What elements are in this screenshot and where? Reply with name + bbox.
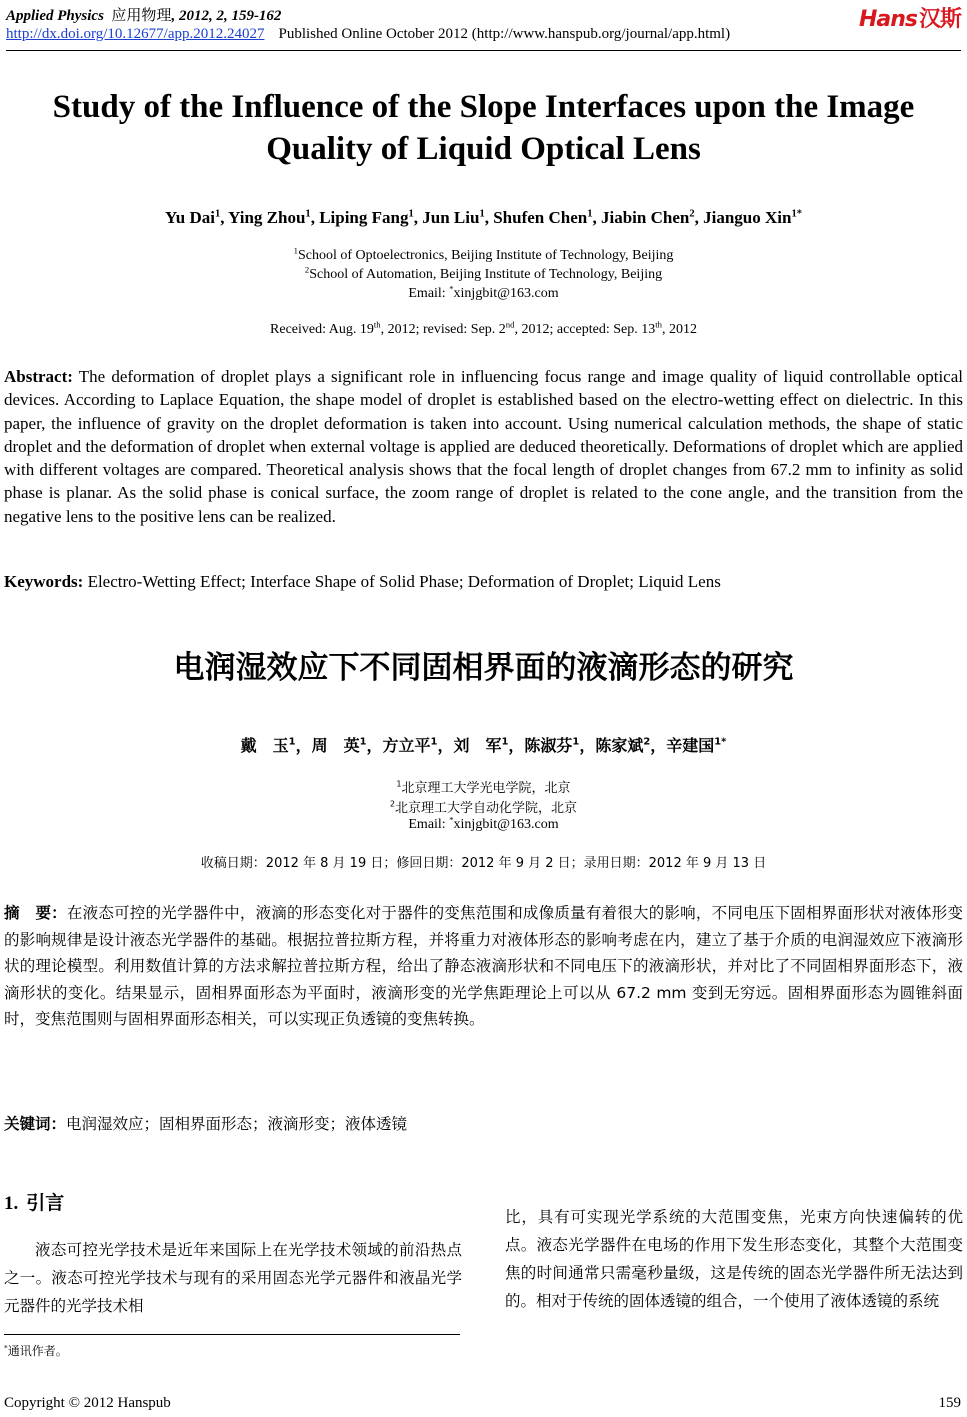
affiliation-1-cn	[0, 777, 967, 796]
author-affiliation-mark: 2	[643, 736, 651, 748]
section-title: 引言	[26, 1192, 65, 1214]
affiliation-2-text: School of Automation, Beijing Institute of Technology, Beijing	[309, 267, 663, 282]
page-number: 159	[938, 1395, 961, 1411]
author-name: 方立平	[382, 736, 431, 755]
author-affiliation-mark: 1*	[791, 208, 802, 220]
title-line-2: Quality of Liquid Optical Lens	[266, 131, 701, 167]
paper-title-cn: 电润湿效应下不同固相界面的液滴形态的研究	[173, 650, 794, 686]
affiliation-1-mark: 1	[293, 245, 298, 256]
abstract-text: The deformation of droplet plays a significant role in influencing focus range and image quality of liquid controllable optical devices. According to Laplace Equation, the shape model of droplet is established based on the electro-wetting effect on dielectric. In this paper, the influence of gravity on the droplet deformation is taken into account. Using numerical calculation methods, the shape of static droplet and the deformation of droplet when external voltage is applied are deduced theoretically. Deformations of droplet which are applied with different voltages are compared. Theoretical analysis shows that the focal length of droplet changes from 67.2 mm to infinity as solid phase is planar. As the solid phase is conical surface, the zoom range of droplet is related to the cone angle, and the transition from the negative lens to the positive lens can be realized.	[4, 367, 963, 526]
abstract-label: Abstract:	[4, 367, 73, 386]
email-address: xinjgbit@163.com	[453, 286, 559, 301]
author-affiliation-mark: 1	[305, 208, 311, 220]
hanspub-logo	[859, 2, 961, 33]
author-separator: ，	[650, 736, 667, 755]
author-name: Jianguo Xin	[703, 208, 792, 227]
affiliation-1-text: School of Optoelectronics, Beijing Institute of Technology, Beijing	[297, 248, 674, 263]
accepted-year: , 2012	[661, 322, 697, 337]
keywords-text: Electro-Wetting Effect; Interface Shape of Solid Phase; Deformation of Droplet; Liquid Lens	[87, 572, 721, 591]
footnote-mark: *	[4, 1343, 8, 1352]
keywords	[4, 572, 963, 592]
journal-name: Applied Physics	[6, 8, 104, 24]
author-affiliation-mark: 1*	[714, 736, 727, 748]
author-affiliation-mark: 1	[359, 736, 367, 748]
footnote-text: 通讯作者。	[7, 1344, 68, 1358]
doi-link[interactable]: http://dx.doi.org/10.12677/app.2012.24027	[6, 26, 265, 42]
received-date-sup: th	[373, 319, 381, 330]
header-divider	[6, 50, 961, 51]
section-number: 1.	[4, 1193, 19, 1214]
email-label: Email:	[408, 286, 450, 301]
author-list	[0, 208, 967, 228]
affiliation-2-cn	[0, 797, 967, 816]
author-separator: ,	[484, 208, 494, 227]
accepted-date: , 2012; accepted: Sep. 13	[514, 322, 656, 337]
author-affiliation-mark: 1	[214, 208, 221, 220]
title-line-1: Study of the Influence of the Slope Interfaces upon the Image	[52, 89, 915, 125]
journal-citation	[6, 4, 281, 25]
affiliation-2-cn-text: 北京理工大学自动化学院，北京	[395, 801, 578, 816]
page-header	[6, 4, 961, 48]
abstract-cn-text: 在液态可控的光学器件中，液滴的形态变化对于器件的变焦范围和成像质量有着很大的影响，不同电压下固相界面形状对液体形变的影响规律是设计液态光学器件的基础。根据拉普拉斯方程，并将重力对液体形态的影响考虑在内，建立了基于介质的电润湿效应下液滴形状的理论模型。利用数值计算的方法求解拉普拉斯方程，给出了静态液滴形状和不同电压下的液滴形状，并对比了不同固相界面形态下，液滴形状的变化。结果显示，固相界面形态为平面时，液滴形变的光学焦距理论上可以从 67.2 mm 变到无穷远。固相界面形态为圆锥斜面时，变焦范围则与固相界面形态相关，可以实现正负透镜的变焦转换。	[4, 904, 963, 1029]
accepted-date-sup: th	[655, 319, 662, 330]
author-affiliation-mark: 1	[587, 208, 593, 220]
journal-volume: , 2012, 2, 159-162	[171, 8, 282, 24]
author-name: 陈淑芬	[524, 736, 573, 755]
author-name: Jun Liu	[422, 208, 480, 227]
author-name: 刘 军	[453, 736, 502, 755]
received-dates	[0, 319, 967, 338]
author-name: Jiabin Chen	[600, 208, 690, 227]
footnote-divider	[4, 1334, 460, 1335]
received-date: Received: Aug. 19	[270, 322, 374, 337]
affiliation-1-cn-mark: 1	[396, 779, 402, 789]
author-name: 辛建国	[666, 736, 715, 755]
section-heading	[4, 1188, 64, 1215]
author-separator: ,	[592, 208, 601, 227]
logo-text: Hans	[858, 7, 917, 32]
affiliation-1	[0, 245, 967, 264]
keywords-cn	[4, 1112, 963, 1134]
body-column-right: 比，具有可实现光学系统的大范围变焦，光束方向快速偏转的优点。液态光学器件在电场的作用下发生形态变化，其整个大范围变焦的时间通常只需毫秒量级，这是传统的固态光学器件所无法达到的。相对于传统的固体透镜的组合，一个使用了液体透镜的系统	[505, 1208, 963, 1310]
author-affiliation-mark: 1	[288, 736, 296, 748]
author-affiliation-mark: 1	[408, 208, 414, 220]
author-separator: ，	[437, 736, 454, 755]
author-affiliation-mark: 1	[430, 736, 438, 748]
author-affiliation-mark: 1	[572, 736, 580, 748]
publication-line	[6, 26, 730, 43]
affiliation-1-cn-text: 北京理工大学光电学院，北京	[401, 781, 571, 796]
keywords-cn-text: 电润湿效应；固相界面形态；液滴形变；液体透镜	[66, 1115, 408, 1133]
email-label-cn: Email:	[408, 817, 450, 832]
author-separator: ，	[579, 736, 596, 755]
revised-date: , 2012; revised: Sep. 2	[380, 322, 506, 337]
author-name: Liping Fang	[319, 208, 409, 227]
author-separator: ,	[310, 208, 320, 227]
author-name: Shufen Chen	[493, 208, 588, 227]
keywords-cn-label: 关键词：	[4, 1115, 67, 1133]
affiliation-2	[0, 264, 967, 283]
footnote	[4, 1342, 68, 1359]
author-name: Ying Zhou	[228, 208, 306, 227]
paper-title	[0, 86, 967, 170]
author-name: Yu Dai	[165, 208, 215, 227]
author-separator: ，	[508, 736, 525, 755]
author-name: 戴 玉	[240, 736, 289, 755]
author-name: 周 英	[311, 736, 360, 755]
author-separator: ,	[413, 208, 423, 227]
affiliation-2-cn-mark: 2	[389, 799, 396, 809]
abstract	[4, 365, 963, 528]
author-separator: ，	[366, 736, 383, 755]
copyright: Copyright © 2012 Hanspub	[4, 1395, 171, 1411]
author-list-cn	[0, 733, 967, 756]
body-column-left: 液态可控光学技术是近年来国际上在光学技术领域的前沿热点之一。液态可控光学技术与现有的采用固态光学元器件和液晶光学元器件的光学技术相	[4, 1241, 462, 1315]
author-separator: ,	[694, 208, 704, 227]
email-mark: *	[449, 283, 454, 294]
author-separator: ,	[220, 208, 229, 227]
author-affiliation-mark: 1	[501, 736, 509, 748]
received-dates-cn: 收稿日期：2012 年 8 月 19 日；修回日期：2012 年 9 月 2 日；录用日期：2012 年 9 月 13 日	[200, 856, 767, 871]
journal-name-cn: 应用物理	[111, 8, 172, 24]
email-address-cn: xinjgbit@163.com	[453, 817, 559, 832]
logo-text-cn: 汉斯	[918, 7, 961, 32]
email-mark-cn: *	[449, 814, 454, 825]
revised-date-sup: nd	[505, 319, 515, 330]
keywords-label: Keywords:	[4, 572, 84, 591]
author-name: 陈家斌	[595, 736, 644, 755]
author-separator: ，	[295, 736, 312, 755]
author-affiliation-mark: 2	[689, 208, 695, 220]
affiliation-2-mark: 2	[304, 264, 310, 275]
email-line-cn	[0, 814, 967, 833]
email-line	[0, 283, 967, 302]
abstract-cn	[4, 900, 963, 1033]
abstract-cn-label: 摘 要：	[4, 904, 67, 922]
author-affiliation-mark: 1	[479, 208, 485, 220]
published-online: Published Online October 2012 (http://www.hanspub.org/journal/app.html)	[278, 26, 731, 42]
